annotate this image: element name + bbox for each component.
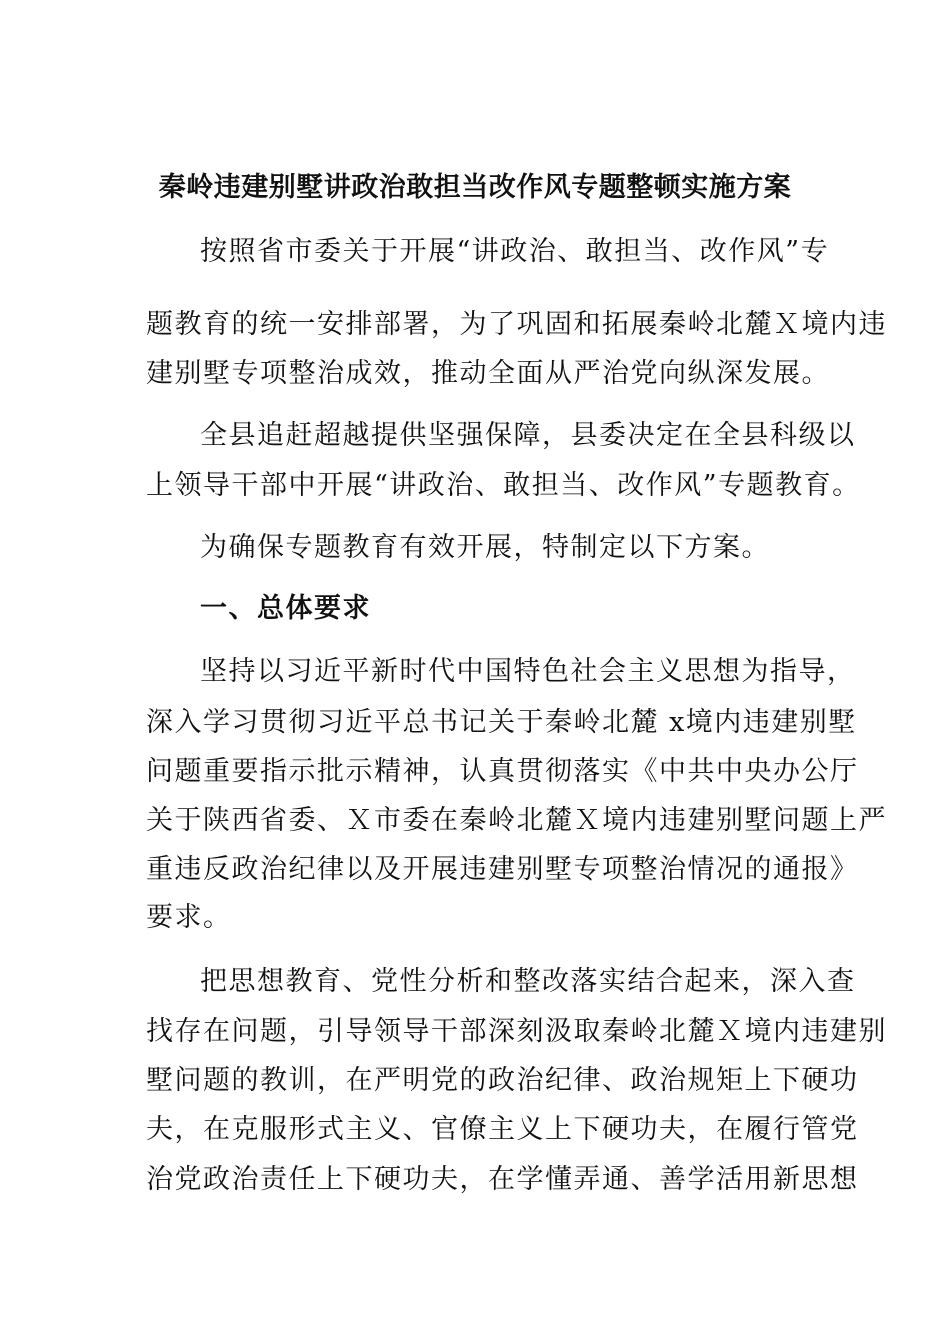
section-heading-overall-requirements: 一、总体要求	[200, 593, 371, 624]
document-title: 秦岭违建别墅讲政治敢担当改作风专题整顿实施方案	[158, 172, 792, 203]
paragraph-2-line-1: 全县追赶超越提供坚强保障，县委决定在全县科级以	[200, 420, 856, 451]
paragraph-4-line-1: 坚持以习近平新时代中国特色社会主义思想为指导，	[200, 656, 856, 687]
paragraph-4-line-4: 关于陕西省委、Ｘ市委在秦岭北麓Ｘ境内违建别墅问题上严	[146, 805, 887, 836]
paragraph-1-line-3: 建别墅专项整治成效，推动全面从严治党向纵深发展。	[146, 358, 830, 389]
paragraph-4-line-3: 问题重要指示批示精神，认真贯彻落实《中共中央办公厅	[146, 756, 859, 787]
paragraph-5-line-5: 治党政治责任上下硬功夫，在学懂弄通、善学活用新思想	[146, 1164, 859, 1195]
paragraph-2-line-2: 上领导干部中开展“讲政治、敢担当、改作风”专题教育。	[146, 470, 861, 501]
paragraph-5-line-2: 找存在问题，引导领导干部深刻汲取秦岭北麓Ｘ境内违建别	[146, 1016, 887, 1047]
paragraph-1-line-2: 题教育的统一安排部署，为了巩固和拓展秦岭北麓Ｘ境内违	[146, 309, 887, 340]
paragraph-4-line-6: 要求。	[146, 902, 232, 933]
paragraph-4-line-5: 重违反政治纪律以及开展违建别墅专项整治情况的通报》	[146, 854, 859, 885]
paragraph-5-line-3: 墅问题的教训，在严明党的政治纪律、政治规矩上下硬功	[146, 1065, 859, 1096]
paragraph-5-line-1: 把思想教育、党性分析和整改落实结合起来，深入查	[200, 966, 856, 997]
paragraph-5-line-4: 夫，在克服形式主义、官僚主义上下硬功夫，在履行管党	[146, 1114, 859, 1145]
paragraph-1-line-1: 按照省市委关于开展“讲政治、敢担当、改作风”专	[200, 236, 830, 267]
paragraph-4-line-2: 深入学习贯彻习近平总书记关于秦岭北麓 x境内违建别墅	[146, 707, 857, 738]
paragraph-3-line-1: 为确保专题教育有效开展，特制定以下方案。	[200, 532, 770, 563]
